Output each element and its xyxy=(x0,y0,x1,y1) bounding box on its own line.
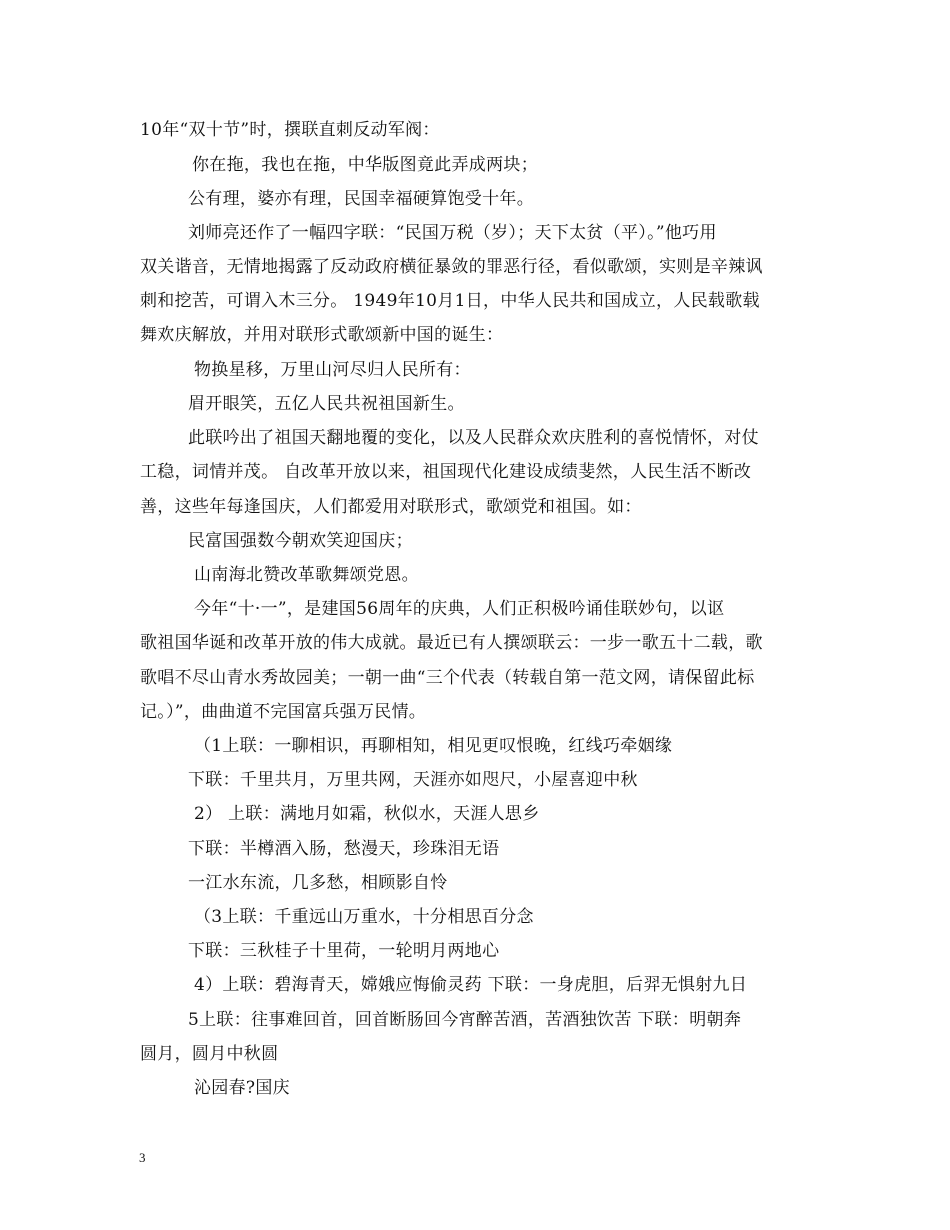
text-line: 下联：半樽酒入肠，愁漫天，珍珠泪无语 xyxy=(188,839,500,859)
text-line: 双关谐音，无情地揭露了反动政府横征暴敛的罪恶行径，看似歌颂，实则是辛辣讽 xyxy=(140,257,763,277)
text-line: 舞欢庆解放，并用对联形式歌颂新中国的诞生： xyxy=(140,325,504,345)
text-line: 一江水东流，几多愁，相顾影自怜 xyxy=(188,873,448,893)
text-line: 刘师亮还作了一幅四字联：“民国万税（岁）；天下太贫（平）。”他巧用 xyxy=(188,223,717,243)
text-line: 歌祖国华诞和改革开放的伟大成就。最近已有人撰颂联云：一步一歌五十二载，歌 xyxy=(140,633,763,653)
text-line: 善，这些年每逢国庆，人们都爱用对联形式，歌颂党和祖国。如： xyxy=(140,497,642,517)
text-line: 2） 上联：满地月如霜，秋似水，天涯人思乡 xyxy=(194,804,540,824)
text-line: 圆月，圆月中秋圆 xyxy=(140,1044,279,1064)
text-line: 刺和挖苦，可谓入木三分。 1949年10月1日，中华人民共和国成立，人民载歌载 xyxy=(140,291,760,311)
text-line: 记。）”，曲曲道不完国富兵强万民情。 xyxy=(140,702,427,722)
text-line: 公有理，婆亦有理，民国幸福硬算饱受十年。 xyxy=(188,189,534,209)
text-line: （3上联：千重远山万重水，十分相思百分念 xyxy=(194,907,534,927)
text-line: 今年“十·一”，是建国56周年的庆典，人们正积极吟诵佳联妙句，以讴 xyxy=(194,599,725,619)
text-line: 下联：千里共月，万里共网，天涯亦如咫尺，小屋喜迎中秋 xyxy=(188,770,638,790)
text-line: （1上联：一聊相识，再聊相知，相见更叹恨晚，红线巧牵姻缘 xyxy=(194,736,673,756)
text-line: 下联：三秋桂子十里荷，一轮明月两地心 xyxy=(188,941,500,961)
text-line: 民富国强数今朝欢笑迎国庆； xyxy=(188,531,413,551)
text-line: 10年“双十节”时，撰联直刺反动军阀： xyxy=(140,120,440,140)
text-line: 5上联：往事难回首，回首断肠回今宵醉苦酒，苦酒独饮苦 下联：明朝奔 xyxy=(188,1010,742,1030)
text-line: 此联吟出了祖国天翻地覆的变化，以及人民群众欢庆胜利的喜悦情怀，对仗 xyxy=(188,428,759,448)
text-line: 4）上联：碧海青天，嫦娥应悔偷灵药 下联：一身虎胆，后羿无惧射九日 xyxy=(194,975,748,995)
text-line: 山南海北赞改革歌舞颂党恩。 xyxy=(194,565,419,585)
text-line: 歌唱不尽山青水秀故园美；一朝一曲“三个代表（转载自第一范文网，请保留此标 xyxy=(140,668,755,688)
text-line: 眉开眼笑，五亿人民共祝祖国新生。 xyxy=(188,394,465,414)
text-line: 你在拖，我也在拖，中华版图竟此弄成两块； xyxy=(192,155,538,175)
page-number: 3 xyxy=(139,1150,146,1165)
text-line: 工稳，词情并茂。 自改革开放以来，祖国现代化建设成绩斐然，人民生活不断改 xyxy=(140,462,752,482)
text-line: 沁园春?国庆 xyxy=(194,1078,290,1098)
text-line: 物换星移，万里山河尽归人民所有： xyxy=(194,360,471,380)
